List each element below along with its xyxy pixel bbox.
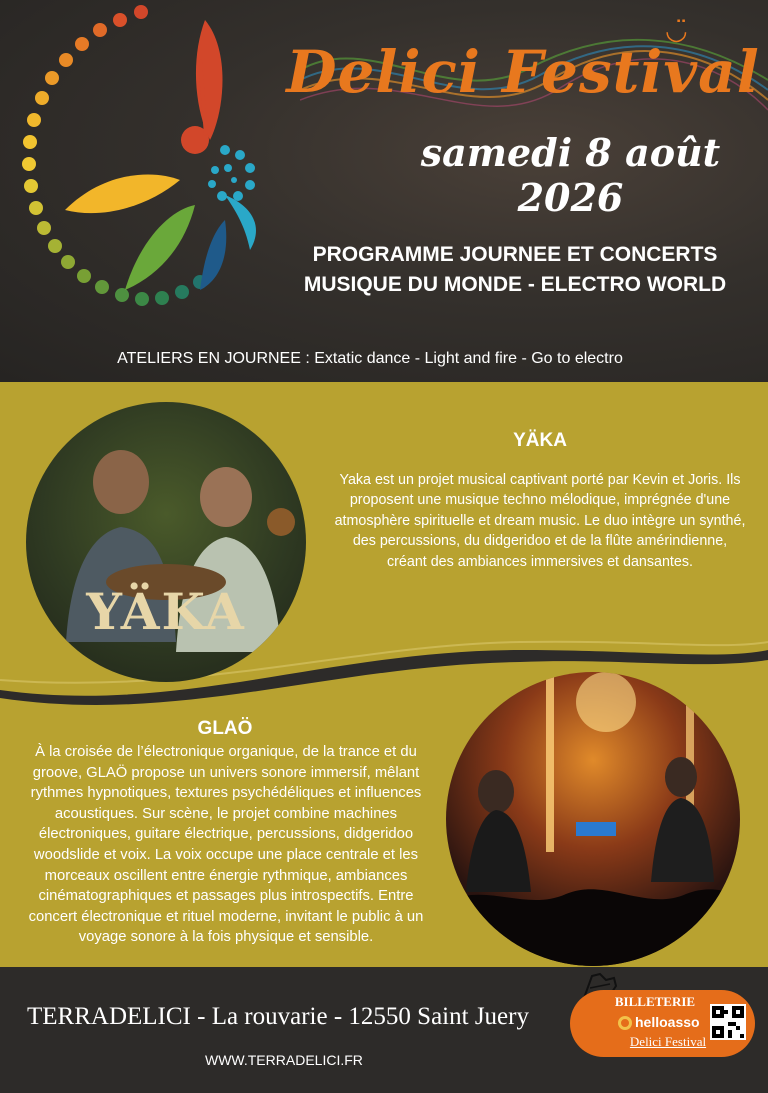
yaka-photo — [26, 402, 306, 682]
yaka-title: YÄKA — [513, 430, 567, 451]
programme-line-1: PROGRAMME JOURNEE ET CONCERTS — [312, 243, 718, 266]
ticketing-link[interactable]: Delici Festival — [629, 1034, 707, 1049]
ticketing-label: BILLETERIE — [614, 994, 696, 1009]
programme-heading — [270, 240, 760, 300]
venue-address: TERRADELICI - La rouvarie - 12550 Saint Juery — [27, 1003, 529, 1030]
poster-header — [0, 0, 768, 382]
festival-logo — [10, 0, 300, 320]
yaka-photo-text: YÄKA — [86, 582, 246, 641]
festival-title: Delici Festival — [286, 38, 760, 106]
ticketing-button[interactable] — [570, 990, 755, 1057]
yaka-description: Yaka est un projet musical captivant porté par Kevin et Joris. Ils proposent une musique techno mélodique, imprégnée d'une atmosphère spirituelle et dream music. Le duo intègre un synthé, des percussions, du didgeridoo et de la flûte amérindienne, créant des ambiances immersives et dansantes. — [334, 472, 746, 570]
glao-photo — [446, 672, 740, 966]
helloasso-text: helloasso — [635, 1014, 700, 1030]
smile-icon: ◡̈ — [665, 15, 688, 45]
glao-title: GLAÖ — [197, 718, 253, 739]
qr-code-icon[interactable] — [710, 1004, 746, 1040]
website-link[interactable]: WWW.TERRADELICI.FR — [205, 1052, 363, 1068]
glao-photo-illustration — [446, 672, 740, 966]
programme-line-2: MUSIQUE DU MONDE - ELECTRO WORLD — [303, 273, 727, 296]
glao-description: À la croisée de l’électronique organique, de la trance et du groove, GLAÖ propose un univers sonore immersif, mêlant rythmes hypnotiques, textures psychédéliques et influences acoustiques. Sur scène, le projet combine machines électroniques, guitare électrique, percussions, didgeridoo woodslide et voix. La voix occupe une place centrale et les morceaux oscillent entre énergie rythmique, ambiances cinématographiques et passages plus introspectifs. Entre concert électronique et rituel moderne, invitant le public à un voyage sonore à la fois physique et sensible. — [28, 744, 424, 946]
ateliers-line: ATELIERS EN JOURNEE : Extatic dance - Light and fire - Go to electro — [117, 350, 623, 367]
festival-date: samedi 8 août 2026 — [420, 130, 721, 220]
